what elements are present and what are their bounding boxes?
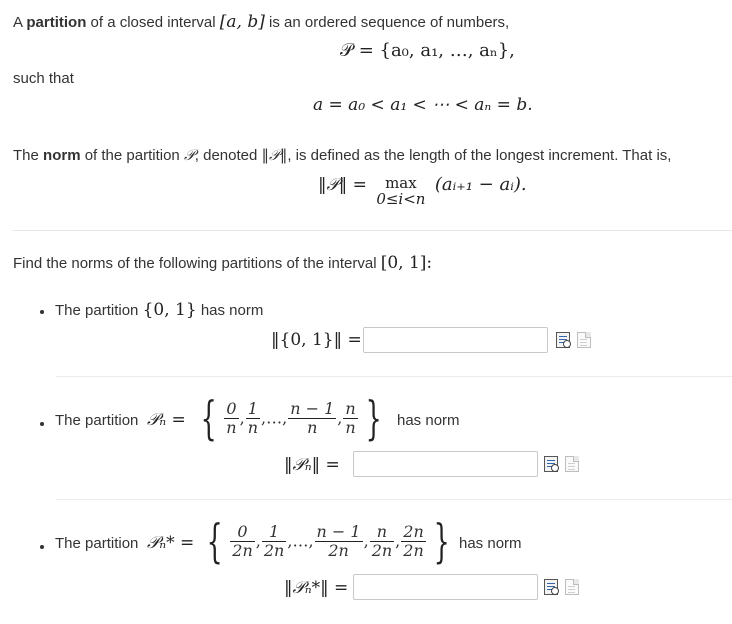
frac-den: 2n (232, 540, 253, 560)
task-line (13, 253, 432, 273)
frac (262, 523, 286, 560)
norm-of-partition: of the partition (84, 147, 180, 164)
norm-definition-line (13, 146, 671, 164)
problem-3-label: The partition (55, 535, 139, 552)
bullet-3 (40, 545, 44, 549)
frac-num: n − 1 (290, 398, 335, 418)
frac-den: 2n (315, 541, 363, 560)
frac-den: n (247, 417, 258, 437)
preview-document-icon[interactable] (565, 579, 579, 595)
problem-3-has-norm: has norm (459, 535, 522, 552)
partition-symbol: 𝒫 (183, 146, 195, 164)
problem-2-set: { $\frac{0}{n}$ , $\frac{1}{n}$ ,…, $\frac{n - 1}{n}$ , $\frac{n}{n}$ } (200, 391, 382, 445)
frac (230, 523, 254, 560)
preview-document-icon[interactable] (577, 332, 591, 348)
frac-den: n (345, 417, 356, 437)
ellipsis: … (266, 408, 283, 428)
problem-3-set: { $\frac{0}{2n}$ , $\frac{1}{2n}$ ,…, $\frac{n - 1}{2n}$ , $\frac{n}{2n}$ , $\frac{2n}{2n}$ } (206, 514, 450, 568)
frac-num: n (345, 398, 356, 418)
frac-num: 2n (403, 521, 424, 541)
problem-2-norm-lhs: ‖𝒫ₙ‖ = (284, 455, 340, 475)
problem-1-answer-input[interactable] (363, 327, 548, 353)
problem-divider-2 (56, 499, 732, 500)
norm-symbol: ‖𝒫‖ (261, 146, 288, 164)
intro-line (13, 12, 509, 32)
max-subscript: 0≤i<n (376, 190, 426, 208)
equation-editor-icon[interactable] (556, 332, 570, 348)
equation-editor-icon[interactable] (544, 456, 558, 472)
frac-num: n − 1 (316, 521, 361, 541)
frac-num: 1 (247, 398, 258, 418)
norm-term: norm (43, 147, 81, 164)
problem-2-answer-input[interactable] (353, 451, 538, 477)
problem-1-label: The partition (55, 302, 139, 319)
bullet-1 (40, 310, 44, 314)
problem-2-pn: 𝒫ₙ = (147, 410, 186, 430)
frac (246, 400, 260, 437)
bullet-2 (40, 422, 44, 426)
intro-ordered: is an ordered sequence of numbers, (269, 14, 510, 31)
right-brace: } (433, 514, 450, 568)
ellipsis: … (292, 531, 309, 551)
partition-term: partition (26, 14, 87, 31)
frac-den: n (288, 418, 336, 437)
problem-3-norm-lhs: ‖𝒫ₙ*‖ = (284, 578, 349, 598)
max-label: max (385, 174, 417, 192)
max-operator (376, 174, 425, 206)
right-brace: } (365, 391, 382, 445)
problem-2-label: The partition (55, 412, 139, 429)
frac-den: n (226, 417, 237, 437)
norm-formula-lhs: ‖𝒫‖ = (318, 175, 367, 195)
left-brace: { (206, 514, 223, 568)
intro-of-closed: of a closed interval (90, 14, 216, 31)
section-divider (12, 230, 732, 231)
left-brace: { (200, 391, 217, 445)
problem-1-set: {0, 1} (142, 300, 197, 320)
frac-den: 2n (263, 540, 285, 560)
task-text: Find the norms of the following partitions of the interval (13, 255, 377, 272)
preview-document-icon[interactable] (565, 456, 579, 472)
frac (224, 400, 238, 437)
frac-num: 1 (269, 521, 280, 541)
problem-1-text (55, 300, 263, 320)
partition-set-formula: 𝒫 = {a₀, a₁, …, aₙ}, (340, 40, 515, 61)
problem-1-norm-lhs: ‖{0, 1}‖ = (271, 330, 362, 350)
norm-denoted: , denoted (194, 147, 258, 164)
interval-ab: [a, b] (219, 12, 265, 32)
frac (315, 523, 363, 560)
frac (370, 523, 394, 560)
intro-a: A (13, 14, 23, 31)
problem-divider-1 (56, 376, 732, 377)
frac-den: 2n (403, 540, 424, 560)
equation-editor-icon[interactable] (544, 579, 558, 595)
such-that-text: such that (13, 70, 74, 87)
problem-1-has-norm: has norm (200, 302, 264, 319)
frac-num: n (376, 521, 388, 541)
frac (288, 400, 336, 437)
frac-num: 0 (226, 398, 237, 418)
problem-3-pn: 𝒫ₙ* = (147, 533, 195, 553)
frac-den: 2n (371, 540, 393, 560)
norm-rest: , is defined as the length of the longest increment. That is, (287, 147, 672, 164)
problem-3-answer-input[interactable] (353, 574, 538, 600)
frac-num: 0 (237, 521, 248, 541)
norm-the: The (13, 147, 39, 164)
frac (343, 400, 357, 437)
task-interval: [0, 1]: (380, 253, 433, 273)
problem-2-has-norm: has norm (397, 412, 460, 429)
frac (401, 523, 425, 560)
norm-formula-rhs: (aᵢ₊₁ − aᵢ). (434, 174, 527, 195)
inequality-formula: a = a₀ < a₁ < ⋯ < aₙ = b. (313, 95, 533, 115)
norm-formula (318, 174, 527, 206)
